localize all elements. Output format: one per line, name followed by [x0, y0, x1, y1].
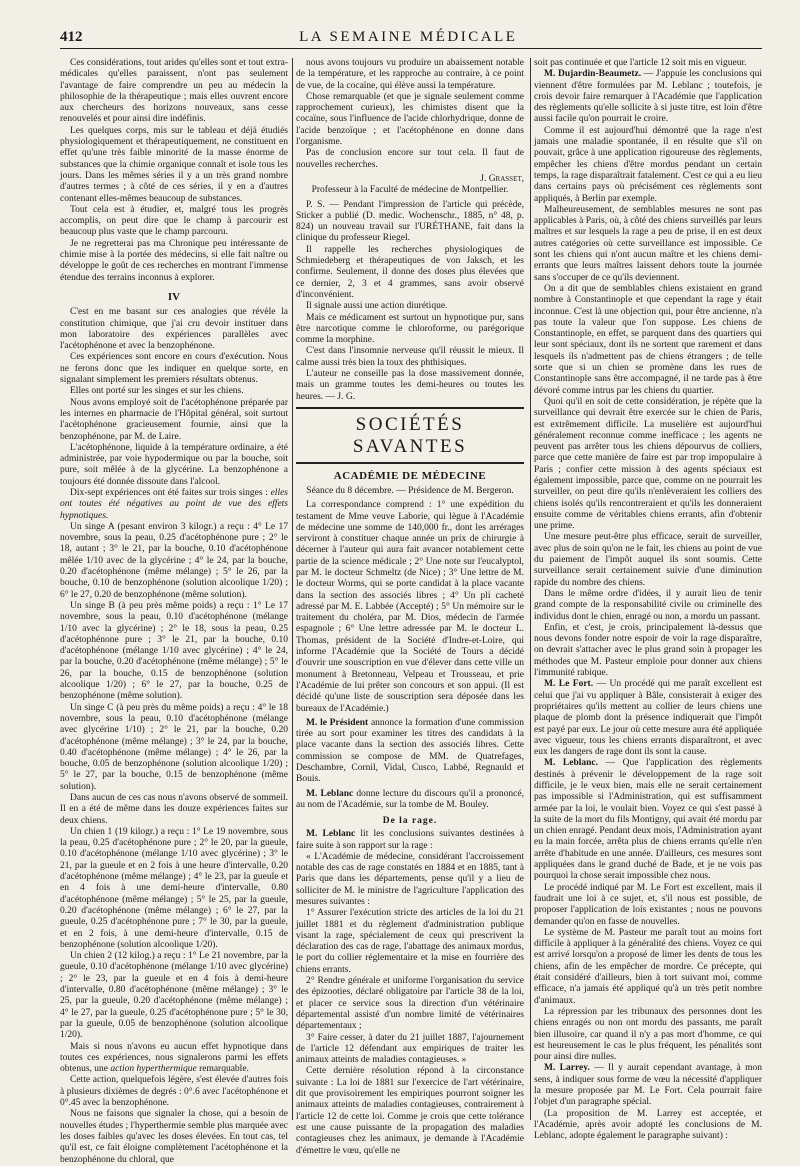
paragraph: [534, 1063, 762, 1108]
paragraph: [534, 69, 762, 125]
speaker-name: M. Leblanc: [306, 788, 354, 799]
paragraph: Dans le même ordre d'idées, il y aurait lieu de tenir grand compte de la responsabilité civile ou criminelle des individus dont le chien, enragé ou non, a mordu un passant.: [534, 588, 762, 622]
paragraph: Tout cela est à étudier, et, malgré tous les progrès accomplis, on peut dire que le champ à parcourir est beaucoup plus vaste que le champ parcouru.: [60, 204, 288, 238]
text-run: — J'appuie les conclusions qui viennent d'être formulées par M. Leblanc ; toutefois, je crois devoir faire remarquer à l'Académie que l'application des règlements qu'elle sollicite à si juste titre, est loin d'être aussi facile qu'on pourrait le croire.: [534, 69, 762, 125]
paragraph: Ces expériences sont encore en cours d'exécution. Nous ne ferons donc que les indiquer en quelque sorte, en signalant simplement les premiers résultats obtenus.: [60, 352, 288, 386]
paragraph: Un chien 2 (12 kilog.) a reçu : 1° Le 21 novembre, par la gueule, 0.10 d'acétophénone (mélange 1/10 avec glycérine) ; 2° le 23, par la gueule et en 4 fois à demi-heure d'intervalle, 0.80 d'acétophénone (même mélange) ; 3° le 25, par la gueule, 0.20 d'acétophénone (même mélange) ; 4° le 27, par la gueule, 0.25 d'acétophénone pure ; 5° le 30, par la gueule, 0.05 de benzophénone (solution alcoolique 1/20).: [60, 951, 288, 1041]
paragraph: Je ne regretterai pas ma Chronique peu intéressante de chimie mise à la portée des médecins, si elle fait naître ou développe le goût de ces recherches en montrant l'immense étendue des terrains inconnus à explorer.: [60, 238, 288, 283]
academy-heading: ACADÉMIE DE MÉDECINE: [333, 469, 487, 482]
paragraph: Le système de M. Pasteur me paraît tout au moins fort difficile à appliquer à la généralité des chiens. Voyez ce qui est arrivé lorsqu'on a proposé de limer les dents de tous les chiens, afin de les empêcher de mordre. Ce précepte, qui était considéré d'ailleurs, bien à tort suivant moi, comme efficace, n'a jamais été appliqué qu'à un très petit nombre d'animaux.: [534, 927, 762, 1006]
paragraph: [534, 679, 762, 758]
page-number: 412: [60, 29, 83, 45]
speaker-name: M. Larrey.: [544, 1063, 590, 1074]
paragraph: Quoi qu'il en soit de cette considération, je répète que la surveillance qui devrait être exercée sur le chien de Paris, est extrêmement difficile. La muselière est aujourd'hui généralement reconnue comme inefficace ; les agents ne peuvent pas arrêter tous les chiens dépourvus de colliers, parce que cette manière de faire est par trop impopulaire à Paris ; confier cette mission à des agents spéciaux est également impossible, parce que, comme on ne pourrait les surveiller, on peut dire qu'ils n'enlèveraient les colliers des chiens isolés qu'ils rencontreraient et qu'ils les donneraient ensuite comme de véritables chiens errants, afin d'obtenir une prime.: [534, 396, 762, 532]
text-run: Mais si nous n'avons eu aucun effet hypnotique dans toutes ces expériences, nous signalerons parmi les effets obtenus, une: [60, 1041, 288, 1075]
paragraph: Un singe C (à peu près du même poids) a reçu : 4° le 18 novembre, sous la peau, 0.10 d'acétophénone (mélange avec glycérine 1/10) ; 2° le 21, par la bouche, 0.20 d'acétophénone (même mélange) ; 3° le 24, par la bouche, 0.40 d'acétophénone (même mélange) ; 4° le 26, par la bouche, 0.05 de benzophénone (solution alcoolique 1/20) ; 5° le 27, par la bouche, 0.15 de benzophénone (même solution).: [60, 702, 288, 792]
text-run: — Un procédé qui me paraît excellent est celui que j'ai vu appliquer à Bâle, consisterait à exiger des propriétaires qu'ils mettent au collier de leurs chiens une plaque de plomb dont la présence indiquerait que l'impôt est payé par eux. Le jour où cette mesure aura été appliquée avec vigueur, tous les chiens errants disparaîtront, et avec eux les dangers de rage dont ils sont la cause.: [534, 679, 763, 758]
paragraph: Enfin, et c'est, je crois, principalement là-dessus que nous devons fonder notre espoir de voir la rage disparaître, on devrait s'attacher avec le plus grand soin à propager les méthodes que M. Pasteur emploie pour donner aux chiens l'immunité rabique.: [534, 622, 762, 679]
subsection-title: De la rage.: [382, 816, 438, 827]
paragraph: « L'Académie de médecine, considérant l'accroissement notable des cas de rage constatés en 1884 et en 1885, tant à Paris que dans les départements, pense qu'il y a lieu de solliciter de M. le ministre de l'agriculture l'application des mesures suivantes :: [296, 851, 524, 907]
section-title: SOCIÉTÉS SAVANTES: [296, 407, 524, 464]
paragraph: [60, 488, 288, 522]
emphasis: action hyperthermique: [110, 1064, 197, 1075]
author-role: Professeur à la Faculté de médecine de Montpellier.: [311, 185, 509, 196]
paragraph: Malheureusement, de semblables mesures ne sont pas applicables à Paris, où, à côté des chiens surveillés par leurs maîtres et sur lesquels la rage a peu de prise, il en est deux autres catégories où cette surveillance est impossible. Ce sont les chiens qui n'ont aucun maître et les chiens demi-errants que leurs maîtres laissent dehors toute la journée sans s'occuper de ce qu'ils deviennent.: [534, 204, 762, 283]
paragraph: nous avons toujours vu produire un abaissement notable de la température, et les rapproche au contraire, à ce point de vue, de la cocaïne, qui élève aussi la température.: [296, 58, 524, 91]
page-header: [60, 24, 762, 49]
paragraph: Cette action, quelquefois légère, s'est élevée d'autres fois à plusieurs dixièmes de degrés : 0°.6 avec l'acétophénone et 0°.45 avec la benzophénone.: [60, 1075, 288, 1109]
column-1: [60, 58, 289, 1165]
paragraph: C'est dans l'insomnie nerveuse qu'il réussit le mieux. Il calme aussi très bien la toux des phthisiques.: [296, 346, 524, 368]
paragraph: Chose remarquable (et que je signale seulement comme rapprochement curieux), les chimistes disent que la cocaïne, sous l'influence de l'acide chlorhydrique, donne de l'acide benzoïque ; et l'acétophénone en donne dans l'organisme.: [296, 91, 524, 148]
paragraph: Nous ne faisons que signaler la chose, qui a besoin de nouvelles études ; l'hyperthermie semble plus marquée avec les doses faibles qu'avec les doses élevées. En tout cas, tel qu'il est, ce fait éloigne complètement l'acétophénone et la benzophénone du chloral, que: [60, 1109, 288, 1165]
speaker-name: M. Leblanc.: [544, 758, 598, 769]
column-2: [296, 58, 524, 1156]
paragraph: Les quelques corps, mis sur le tableau et déjà étudiés physiologiquement et thérapeutiquement, ne constituent en effet qu'une très faible minorité de la masse énorme de substances que la chimie organique connaît et isole tous les jours. Dans les mêmes séries il y a un très grand nombre d'autres termes ; à côté de ces séries, il y en a d'autres contenant elles-mêmes beaucoup de substances.: [60, 125, 288, 204]
text-run: annonce la formation d'une commission tirée au sort pour examiner les titres des candidats à la place vacante dans la section des associés libres. Cette commission se compose de MM. de Quatrefages, Deschambre, Cornil, Vidal, Cusco, Labbé, Regnauld et Bouis.: [296, 717, 524, 785]
paragraph: 2° Rendre générale et uniforme l'organisation du service des épizooties, déclaré obligatoire par l'article 38 de la loi, et placer ce service sous la direction d'un vétérinaire départemental assisté d'un nombre limité de vétérinaires départementaux ;: [296, 976, 524, 1032]
postscript: P. S. — Pendant l'impression de l'article qui précède, Sticker a publié (D. medic. Wochenschr., 1885, n° 48, p. 824) un nouveau travail sur l'URÉTHANE, fait dans la clinique du professeur Riegel.: [296, 199, 524, 244]
paragraph: Dans aucun de ces cas nous n'avons observé de sommeil. Il en a été de même dans les douze expériences faites sur deux chiens.: [60, 793, 288, 826]
text-run: donne lecture du discours qu'il a prononcé, au nom de l'Académie, sur la tombe de M. Bouley.: [296, 788, 524, 810]
speaker-name: M. Dujardin-Beaumetz.: [544, 69, 642, 80]
paragraph: Un chien 1 (19 kilogr.) a reçu : 1° Le 19 novembre, sous la peau, 0.25 d'acétophénone pure ; 2° le 20, par la gueule, 0.10 d'acétophénone (mélange 1/10 avec glycérine) ; 3° le 21, par la gueule et en 2 fois à une heure d'intervalle, 0.20 d'acétophénone (même mélange) ; 4° le 23, par la gueule et en 4 fois à une demi-heure d'intervalle, 0.80 d'acétophénone (même mélange) ; 5° le 25, par la gueule, 0.20 d'acétophénone (même mélange) ; 6° le 27, par la gueule, 0.25 d'acétophénone pure ; 7° le 30, par la gueule, et en 2 fois, à une demi-heure d'intervalle, 0.15 de benzophénone (solution alcoolique 1/20).: [60, 826, 288, 950]
paragraph: [60, 1042, 288, 1076]
paragraph: C'est en me basant sur ces analogies que révèle la constitution chimique, que j'ai cru devoir instituer dans mon laboratoire des expériences parallèles avec l'acétophénone et avec la benzophénone.: [60, 307, 288, 352]
paragraph: L'auteur ne conseille pas la dose massivement donnée, mais un gramme toutes les demi-heures ou toutes les heures. — J. G.: [296, 369, 524, 402]
paragraph: Ces considérations, tout arides qu'elles sont et tout extra-médicales qu'elles paraissent, n'ont pas seulement l'avantage de faire comprendre un peu au médecin la philosophie de la thérapeutique ; mais elles ouvrent encore aux chercheurs des horizons nouveaux, sans cesse renouvelés et pour ainsi dire indéfinis.: [60, 58, 288, 125]
paragraph: [296, 718, 524, 786]
paragraph: Cette dernière résolution répond à la circonstance suivante : La loi de 1881 sur l'exercice de l'art vétérinaire, dit que provisoirement les empiriques pourront soigner les animaux atteints de maladies contagieuses, contrairement à l'article 12 de cette loi. Comme je crois que cette tolérance est une cause puissante de la propagation des maladies contagieuses chez les animaux, je demande à l'Académie d'émettre le vœu, qu'elle ne: [296, 1066, 524, 1156]
paragraph: [534, 758, 762, 882]
paragraph: La répression par les tribunaux des personnes dont les chiens enragés ou non ont mordu des passants, me paraît bien illusoire, car quand il n'y a pas mort d'homme, ce qui est heureusement le cas le plus fréquent, les pénalités sont pour ainsi dire nulles.: [534, 1006, 762, 1063]
text-run: — Que l'application des règlements destinés à prévenir le développement de la rage soit difficile, je le veux bien, mais elle ne serait certainement pas impossible si l'Administration, qui est suffisamment armée par la loi, le voulait bien. Voyez ce qui s'est passé à la suite de la mort du fils Montigny, qui avait été mordu par un chien enragé. Pendant deux mois, l'Administration ayant eu la main forcée, arrêta plus de chiens errants qu'elle n'en arrête d'habitude en une année. D'ailleurs, ces mesures sont appliquées dans le grand duché de Bade, et je ne vois pas pourquoi la chose serait impossible chez nous.: [534, 758, 762, 882]
paragraph: 3° Faire cesser, à dater du 21 juillet 1887, l'ajournement de l'article 12 défendant aux empiriques de traiter les animaux atteints de maladies contagieuses. »: [296, 1032, 524, 1066]
text-columns: [60, 58, 763, 1165]
journal-title: LA SEMAINE MÉDICALE: [299, 29, 518, 45]
paragraph: Une mesure peut-être plus efficace, serait de surveiller, avec plus de soin qu'on ne le fait, les chiens au point de vue du paiement de l'impôt auquel ils sont soumis. Cette surveillance serait certainement suivie d'une diminution rapide du nombre des chiens.: [534, 532, 762, 588]
paragraph: Il signale aussi une action diurétique.: [306, 301, 448, 312]
paragraph: L'acétophénone, liquide à la température ordinaire, a été administrée, par voie hypodermique ou par la bouche, soit pure, soit mêlée à de la glycérine. La benzophénone a toujours été donnée dissoute dans l'alcool.: [60, 442, 288, 487]
author-signature: J. Grasset,: [480, 173, 524, 184]
paragraph: Il rappelle les recherches physiologiques de Schmiedeberg et thérapeutiques de von Jaksch, et les confirme. Seulement, il donne des doses plus élevées que ce dernier, 2, 3 et 4 grammes, sans avoir observé d'inconvénient.: [296, 244, 524, 300]
text-run: lit les conclusions suivantes destinées à faire suite à son rapport sur la rage :: [296, 829, 524, 851]
paragraph: [296, 789, 524, 812]
paragraph: 1° Assurer l'exécution stricte des articles de la loi du 21 juillet 1881 et du règlement d'administration publique visant la rage, spécialement de ceux qui prescrivent la déclaration des cas de rage, l'abattage des animaux mordus, le port du collier réglementaire et la mise en fourrière des chiens errants.: [296, 908, 524, 975]
column-rule-2: [530, 58, 531, 1120]
column-3: [534, 58, 763, 1142]
text-run: — Il y aurait cependant avantage, à mon sens, à indiquer sous forme de vœu la nécessité d'appliquer la mesure proposée par M. Le Fort. Cela pourrait faire l'objet d'un paragraphe spécial.: [534, 1063, 763, 1108]
paragraph: Un singe A (pesant environ 3 kilogr.) a reçu : 4° Le 17 novembre, sous la peau, 0.25 d'acétophénone pure ; 2° le 18, autant ; 3° le 21, par la bouche, 0.10 d'acétophénone mêlée 1/10 avec de la glycérine ; 4° le 24, par la bouche, 0.20 d'acétophénone (même mélange) ; 5° le 26, par la bouche, 0.10 de benzophénone (solution alcoolique 1/20) ; 6° le 27, 0.20 de benzophénone (même solution).: [60, 521, 288, 600]
paragraph: soit pas continuée et que l'article 12 soit mis en vigueur.: [534, 58, 747, 68]
paragraph: Un singe B (à peu près même poids) a reçu : 1° Le 17 novembre, sous la peau, 0.10 d'acétophénone (mélange 1/10 avec la glycérine) ; 2° le 18, sous la peau, 0.25 d'acétophénone pure ; 3° le 21, par la bouche, 0.10 d'acétophénone (mélange 1/10 avec glycérine) ; 4° le 24, par la bouche, 0.20 d'acétophénone (même mélange) ; 5° le 26, par la bouche, 0.15 de benzophénone (solution alcoolique 1/20) ; 6° le 27, par la bouche, 0.25 de benzophénone (même solution).: [60, 600, 288, 702]
paragraph: Pas de conclusion encore sur tout cela. Il faut de nouvelles recherches.: [296, 148, 524, 170]
column-rule-1: [292, 58, 293, 1120]
speaker-name: M. Leblanc: [306, 829, 356, 840]
paragraph: Nous avons employé soit de l'acétophénone préparée par les internes en pharmacie de l'Hôpital général, soit surtout l'acétophénone gracieusement fournie, ainsi que la benzophénone, par M. de Laire.: [60, 397, 288, 442]
paragraph: Comme il est aujourd'hui démontré que la rage n'est jamais une maladie spontanée, il en résulte que s'il on pouvait, grâce à une application rigoureuse des règlements, empêcher les chiens d'être mordus pendant un certain temps, la rage disparaîtrait fatalement. C'est ce qui a eu lieu dans certains pays où précisément ces règlements sont appliqués, à Berlin par exemple.: [534, 125, 762, 204]
text-run: Dix-sept expériences ont été faites sur trois singes :: [70, 487, 268, 498]
paragraph: Mais ce médicament est surtout un hypnotique pur, sans être narcotique comme le chloroforme, ou parégorique comme la morphine.: [296, 312, 524, 346]
paragraph: Elles ont porté sur les singes et sur les chiens.: [70, 386, 244, 397]
emphasis: elles ont toutes été négatives au point de vue des effets hypnotiques.: [60, 487, 289, 521]
speaker-name: M. le Président: [306, 717, 369, 728]
session-line: Séance du 8 décembre. — Présidence de M. Bergeron.: [306, 485, 514, 496]
paragraph: On a dit que de semblables chiens existaient en grand nombre à Constantinople et que cependant la rage y était inconnue. C'est là une objection qui, pour être ancienne, n'a pas toute la valeur que l'on suppose. Les chiens de Constantinople, en effet, se parquent dans des quartiers qui leur sont spéciaux, dont ils ne sortent que rarement et dans lesquels ils n'admettent pas de chiens étrangers ; de telle sorte que si un chien se promène dans les rues de Constantinople sans être accompagné, il ne tarde pas à être dévoré comme intrus par les chiens du quartier.: [534, 283, 762, 396]
paragraph: Le procédé indiqué par M. Le Fort est excellent, mais il faudrait une loi à ce sujet, et, s'il nous est possible, de proposer l'application de lois existantes ; nous ne pouvons demander qu'on en fasse de nouvelles.: [534, 882, 762, 927]
paragraph: [296, 829, 524, 852]
section-numeral: IV: [167, 290, 181, 303]
text-run: remarquable.: [199, 1064, 249, 1075]
paragraph: (La proposition de M. Larrey est acceptée, et l'Académie, après avoir adopté les conclusions de M. Leblanc, adopte également le paragraphe suivant) :: [534, 1108, 762, 1142]
speaker-name: M. Le Fort.: [544, 679, 594, 690]
paragraph: La correspondance comprend : 1° une expédition du testament de Mme veuve Laborie, qui lègue à l'Académie de médecine une somme de 140,000 fr., dont les arrérages serviront à constituer chaque année un prix de chirurgie à décerner à l'auteur qui aura fait avancer notablement cette partie de la science médicale ; 2° Une note sur l'eucalyptol, par M. le docteur Schmeltz (de Nice) ; 3° Une lettre de M. le docteur Worms, qui se porte candidat à la place vacante dans la section des associés libres ; 4° Un pli cacheté adressé par M. E. Labbée (Accepté) ; 5° Un mémoire sur le traitement du choléra, par M. Dios, médecin de l'armée espagnole ; 6° Une lettre adressée par M. le docteur L. Thomas, président de la Société d'Indre-et-Loire, qui informe l'Académie que la Société de Tours a décidé d'ouvrir une souscription en vue d'élever dans cette ville un monument à Bretonneau, Velpeau et Trousseau, et prie l'Académie de lui prêter son concours et son appui. (Il est décidé qu'une liste de souscription sera déposée dans les bureaux de l'Académie.): [296, 500, 524, 714]
